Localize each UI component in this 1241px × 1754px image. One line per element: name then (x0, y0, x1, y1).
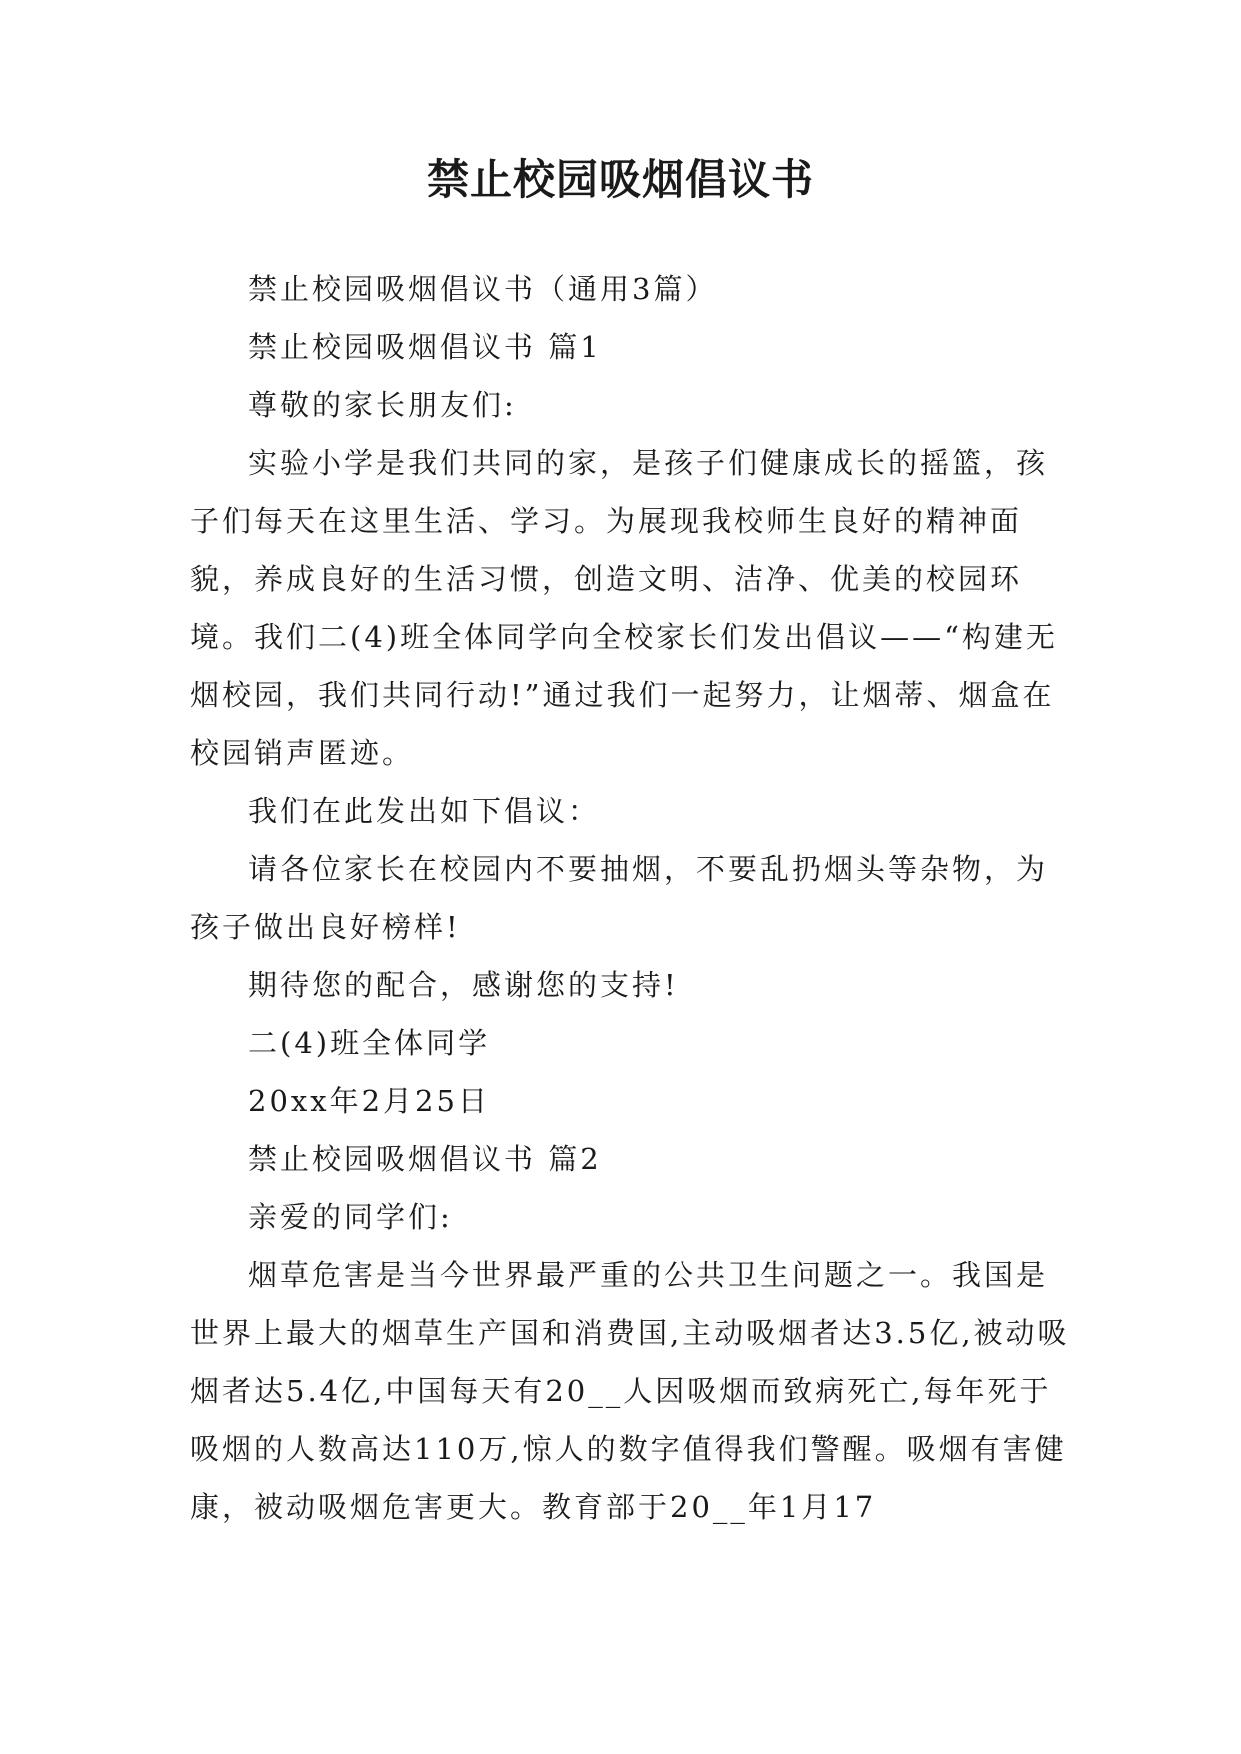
paragraph-body-2: 烟草危害是当今世界最严重的公共卫生问题之一。我国是世界上最大的烟草生产国和消费国,主动吸烟者达3.5亿,被动吸烟者达5.4亿,中国每天有20__人因吸烟而致病死亡,每年死于吸烟的人数高达110万,惊人的数字值得我们警醒。吸烟有害健康，被动吸烟危害更大。教育部于20__年1月17 (190, 1258, 1070, 1524)
paragraph-subtitle: 禁止校园吸烟倡议书（通用3篇） (248, 272, 718, 306)
document-title: 禁止校园吸烟倡议书 (426, 155, 814, 204)
document-body (190, 260, 1070, 1536)
paragraph-section-2-heading: 禁止校园吸烟倡议书 篇2 (248, 1142, 602, 1176)
paragraph-proposal-intro: 我们在此发出如下倡议： (248, 794, 601, 828)
paragraph-body-1: 实验小学是我们共同的家，是孩子们健康成长的摇篮，孩子们每天在这里生活、学习。为展现我校师生良好的精神面貌，养成良好的生活习惯，创造文明、洁净、优美的校园环境。我们二(4)班全体同学向全校家长们发出倡议——“构建无烟校园，我们共同行动!”通过我们一起努力，让烟蒂、烟盒在校园销声匿迹。 (190, 446, 1058, 770)
paragraph-salutation-2: 亲爱的同学们: (248, 1200, 453, 1234)
paragraph-thanks: 期待您的配合，感谢您的支持! (248, 968, 679, 1002)
paragraph-signature: 二(4)班全体同学 (248, 1026, 491, 1060)
paragraph-salutation-1: 尊敬的家长朋友们: (248, 388, 517, 422)
paragraph-proposal: 请各位家长在校园内不要抽烟，不要乱扔烟头等杂物，为孩子做出良好榜样! (190, 852, 1049, 944)
paragraph-date: 20xx年2月25日 (248, 1084, 490, 1118)
paragraph-section-1-heading: 禁止校园吸烟倡议书 篇1 (248, 330, 602, 364)
